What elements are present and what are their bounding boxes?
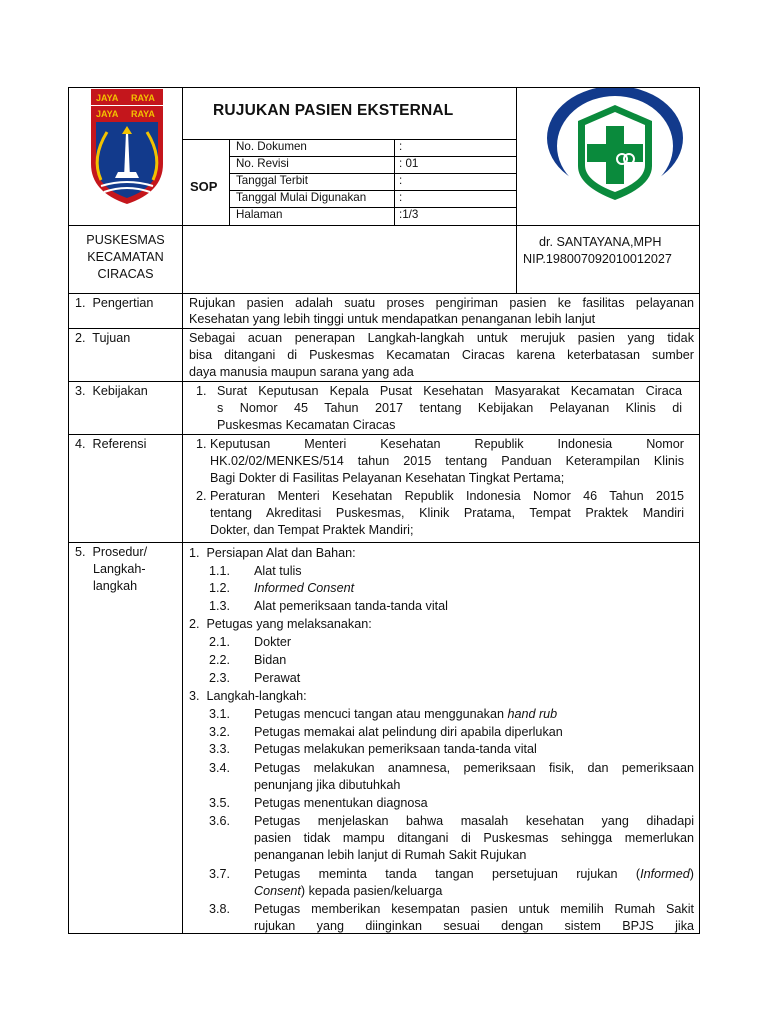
org-line: KECAMATAN bbox=[87, 250, 164, 264]
signer-nip: NIP.198007092010012027 bbox=[523, 252, 672, 266]
jaya-raya-emblem-icon bbox=[79, 88, 175, 206]
step-text: Petugas memakai alat pelindung diri apabila diperlukan bbox=[254, 725, 563, 739]
step-text: Petugas melakukan anamnesa, pemeriksaan fisik, dan pemeriksaan bbox=[254, 761, 694, 775]
signer-name: dr. SANTAYANA,MPH bbox=[539, 235, 662, 249]
step-number: 1.1. bbox=[209, 564, 231, 578]
logo-text: JAYA bbox=[96, 93, 119, 103]
section-text: Keputusan Menteri Kesehatan Republik Indonesia Nomor bbox=[210, 437, 684, 451]
meta-label: Halaman bbox=[236, 208, 283, 221]
section-label: 3. Kebijakan bbox=[75, 384, 148, 398]
section-text: Puskesmas Kecamatan Ciracas bbox=[217, 418, 396, 432]
divider bbox=[516, 88, 517, 293]
section-text: Peraturan Menteri Kesehatan Republik Indonesia Nomor 46 Tahun 2015 bbox=[210, 489, 684, 503]
step-text-part: hand rub bbox=[507, 707, 558, 721]
org-line: CIRACAS bbox=[97, 267, 154, 281]
section-text: bisa ditangani di Puskesmas Kecamatan Ciracas karena keterbatasan sumber bbox=[189, 348, 694, 362]
meta-value: : bbox=[399, 191, 403, 204]
step-text-part: ) kepada pasien/keluarga bbox=[300, 884, 443, 898]
section-label-line: Langkah- bbox=[93, 562, 146, 576]
divider bbox=[69, 381, 699, 382]
step-number: 3.8. bbox=[209, 902, 231, 916]
step-text bbox=[254, 866, 694, 883]
step-number: 2.3. bbox=[209, 671, 231, 685]
org-line: PUSKESMAS bbox=[86, 233, 165, 247]
step-text bbox=[254, 883, 694, 900]
step-heading: 2. Petugas yang melaksanakan: bbox=[189, 617, 372, 631]
section-label: 2. Tujuan bbox=[75, 331, 131, 345]
meta-value: : bbox=[399, 174, 403, 187]
step-text: Alat pemeriksaan tanda-tanda vital bbox=[254, 599, 448, 613]
step-text: Petugas memberikan kesempatan pasien untuk memilih Rumah Sakit bbox=[254, 902, 694, 916]
step-text-part: ) bbox=[689, 867, 694, 881]
sop-label: SOP bbox=[190, 179, 218, 194]
section-label bbox=[75, 544, 147, 595]
meta-label: Tanggal Mulai Digunakan bbox=[236, 191, 367, 204]
list-number: 2. bbox=[196, 489, 207, 503]
step-text: Petugas menjelaskan bahwa masalah kesehatan yang dihadapi bbox=[254, 814, 694, 828]
step-number: 3.5. bbox=[209, 796, 231, 810]
divider bbox=[69, 542, 699, 543]
step-number: 1.2. bbox=[209, 581, 231, 595]
step-number: 2.2. bbox=[209, 653, 231, 667]
section-label: 4. Referensi bbox=[75, 437, 147, 451]
step-text: penanganan lebih lanjut di Rumah Sakit Rujukan bbox=[254, 848, 527, 862]
meta-label: No. Revisi bbox=[236, 157, 289, 170]
step-text: rujukan yang diinginkan sesuai dengan sistem BPJS jika bbox=[254, 919, 694, 933]
step-number: 3.1. bbox=[209, 707, 231, 721]
page-title: RUJUKAN PASIEN EKSTERNAL bbox=[213, 102, 454, 119]
step-number: 3.6. bbox=[209, 814, 231, 828]
step-heading: 3. Langkah-langkah: bbox=[189, 689, 307, 703]
step-text: Petugas menentukan diagnosa bbox=[254, 796, 428, 810]
step-number: 3.2. bbox=[209, 725, 231, 739]
step-text-part: Consent bbox=[254, 884, 301, 898]
section-text: tentang Akreditasi Puskesmas, Klinik Pratama, Tempat Praktek Mandiri bbox=[210, 506, 684, 520]
step-text-part: Petugas mencuci tangan atau menggunakan bbox=[254, 707, 508, 721]
sop-document bbox=[68, 87, 700, 934]
puskesmas-logo-icon bbox=[540, 88, 690, 206]
logo-text: JAYA bbox=[96, 109, 119, 119]
step-text: Bidan bbox=[254, 653, 287, 667]
section-text: Bagi Dokter di Fasilitas Pelayanan Kesehatan Tingkat Pertama; bbox=[210, 471, 565, 485]
section-label-line: langkah bbox=[93, 579, 138, 593]
meta-label: Tanggal Terbit bbox=[236, 174, 308, 187]
section-label: 1. Pengertian bbox=[75, 296, 154, 310]
logo-text: RAYA bbox=[131, 109, 155, 119]
step-text: Dokter bbox=[254, 635, 292, 649]
step-text: pasien tidak mampu ditangani di Puskesmas sehingga memerlukan bbox=[254, 831, 694, 845]
logo-text: RAYA bbox=[131, 93, 155, 103]
step-number: 3.3. bbox=[209, 742, 231, 756]
step-heading: 1. Persiapan Alat dan Bahan: bbox=[189, 546, 356, 560]
divider bbox=[69, 293, 699, 294]
divider bbox=[69, 328, 699, 329]
step-number: 3.7. bbox=[209, 867, 231, 881]
step-text: Petugas melakukan pemeriksaan tanda-tanda vital bbox=[254, 742, 537, 756]
org-name bbox=[69, 232, 182, 283]
step-number: 1.3. bbox=[209, 599, 231, 613]
section-text: Rujukan pasien adalah suatu proses pengiriman pasien ke fasilitas pelayanan bbox=[189, 296, 694, 310]
step-text: penunjang jika dibutuhkah bbox=[254, 778, 401, 792]
meta-value: : 01 bbox=[399, 157, 419, 170]
section-text: Sebagai acuan penerapan Langkah-langkah untuk merujuk pasien yang tidak bbox=[189, 331, 694, 345]
divider bbox=[182, 88, 183, 933]
step-number: 2.1. bbox=[209, 635, 231, 649]
section-text: Kesehatan yang lebih tinggi untuk mendapatkan penanganan lebih lanjut bbox=[189, 312, 596, 326]
step-text: Alat tulis bbox=[254, 564, 302, 578]
document-meta-table bbox=[229, 139, 516, 225]
section-text: Surat Keputusan Kepala Pusat Kesehatan Masyarakat Kecamatan Ciraca bbox=[217, 384, 682, 398]
list-number: 1. bbox=[196, 384, 207, 398]
meta-value: :1/3 bbox=[399, 208, 419, 221]
step-text-part: Informed bbox=[640, 867, 690, 881]
step-number: 3.4. bbox=[209, 761, 231, 775]
section-text: Dokter, dan Tempat Praktek Mandiri; bbox=[210, 523, 414, 537]
step-text-part: Petugas meminta tanda tangan persetujuan rujukan ( bbox=[254, 867, 641, 881]
section-text: HK.02/02/MENKES/514 tahun 2015 tentang Panduan Keterampilan Klinis bbox=[210, 454, 684, 468]
divider bbox=[69, 434, 699, 435]
list-number: 1. bbox=[196, 437, 207, 451]
section-text: daya manusia maupun sarana yang ada bbox=[189, 365, 414, 379]
step-text: Informed Consent bbox=[254, 581, 355, 595]
section-text: s Nomor 45 Tahun 2017 tentang Kebijakan Pelayanan Klinis di bbox=[217, 401, 682, 415]
step-text bbox=[254, 706, 694, 723]
meta-value: : bbox=[399, 140, 403, 153]
section-label-line: 5. Prosedur/ bbox=[75, 545, 148, 559]
meta-label: No. Dokumen bbox=[236, 140, 307, 153]
step-text: Perawat bbox=[254, 671, 301, 685]
divider bbox=[69, 225, 699, 226]
